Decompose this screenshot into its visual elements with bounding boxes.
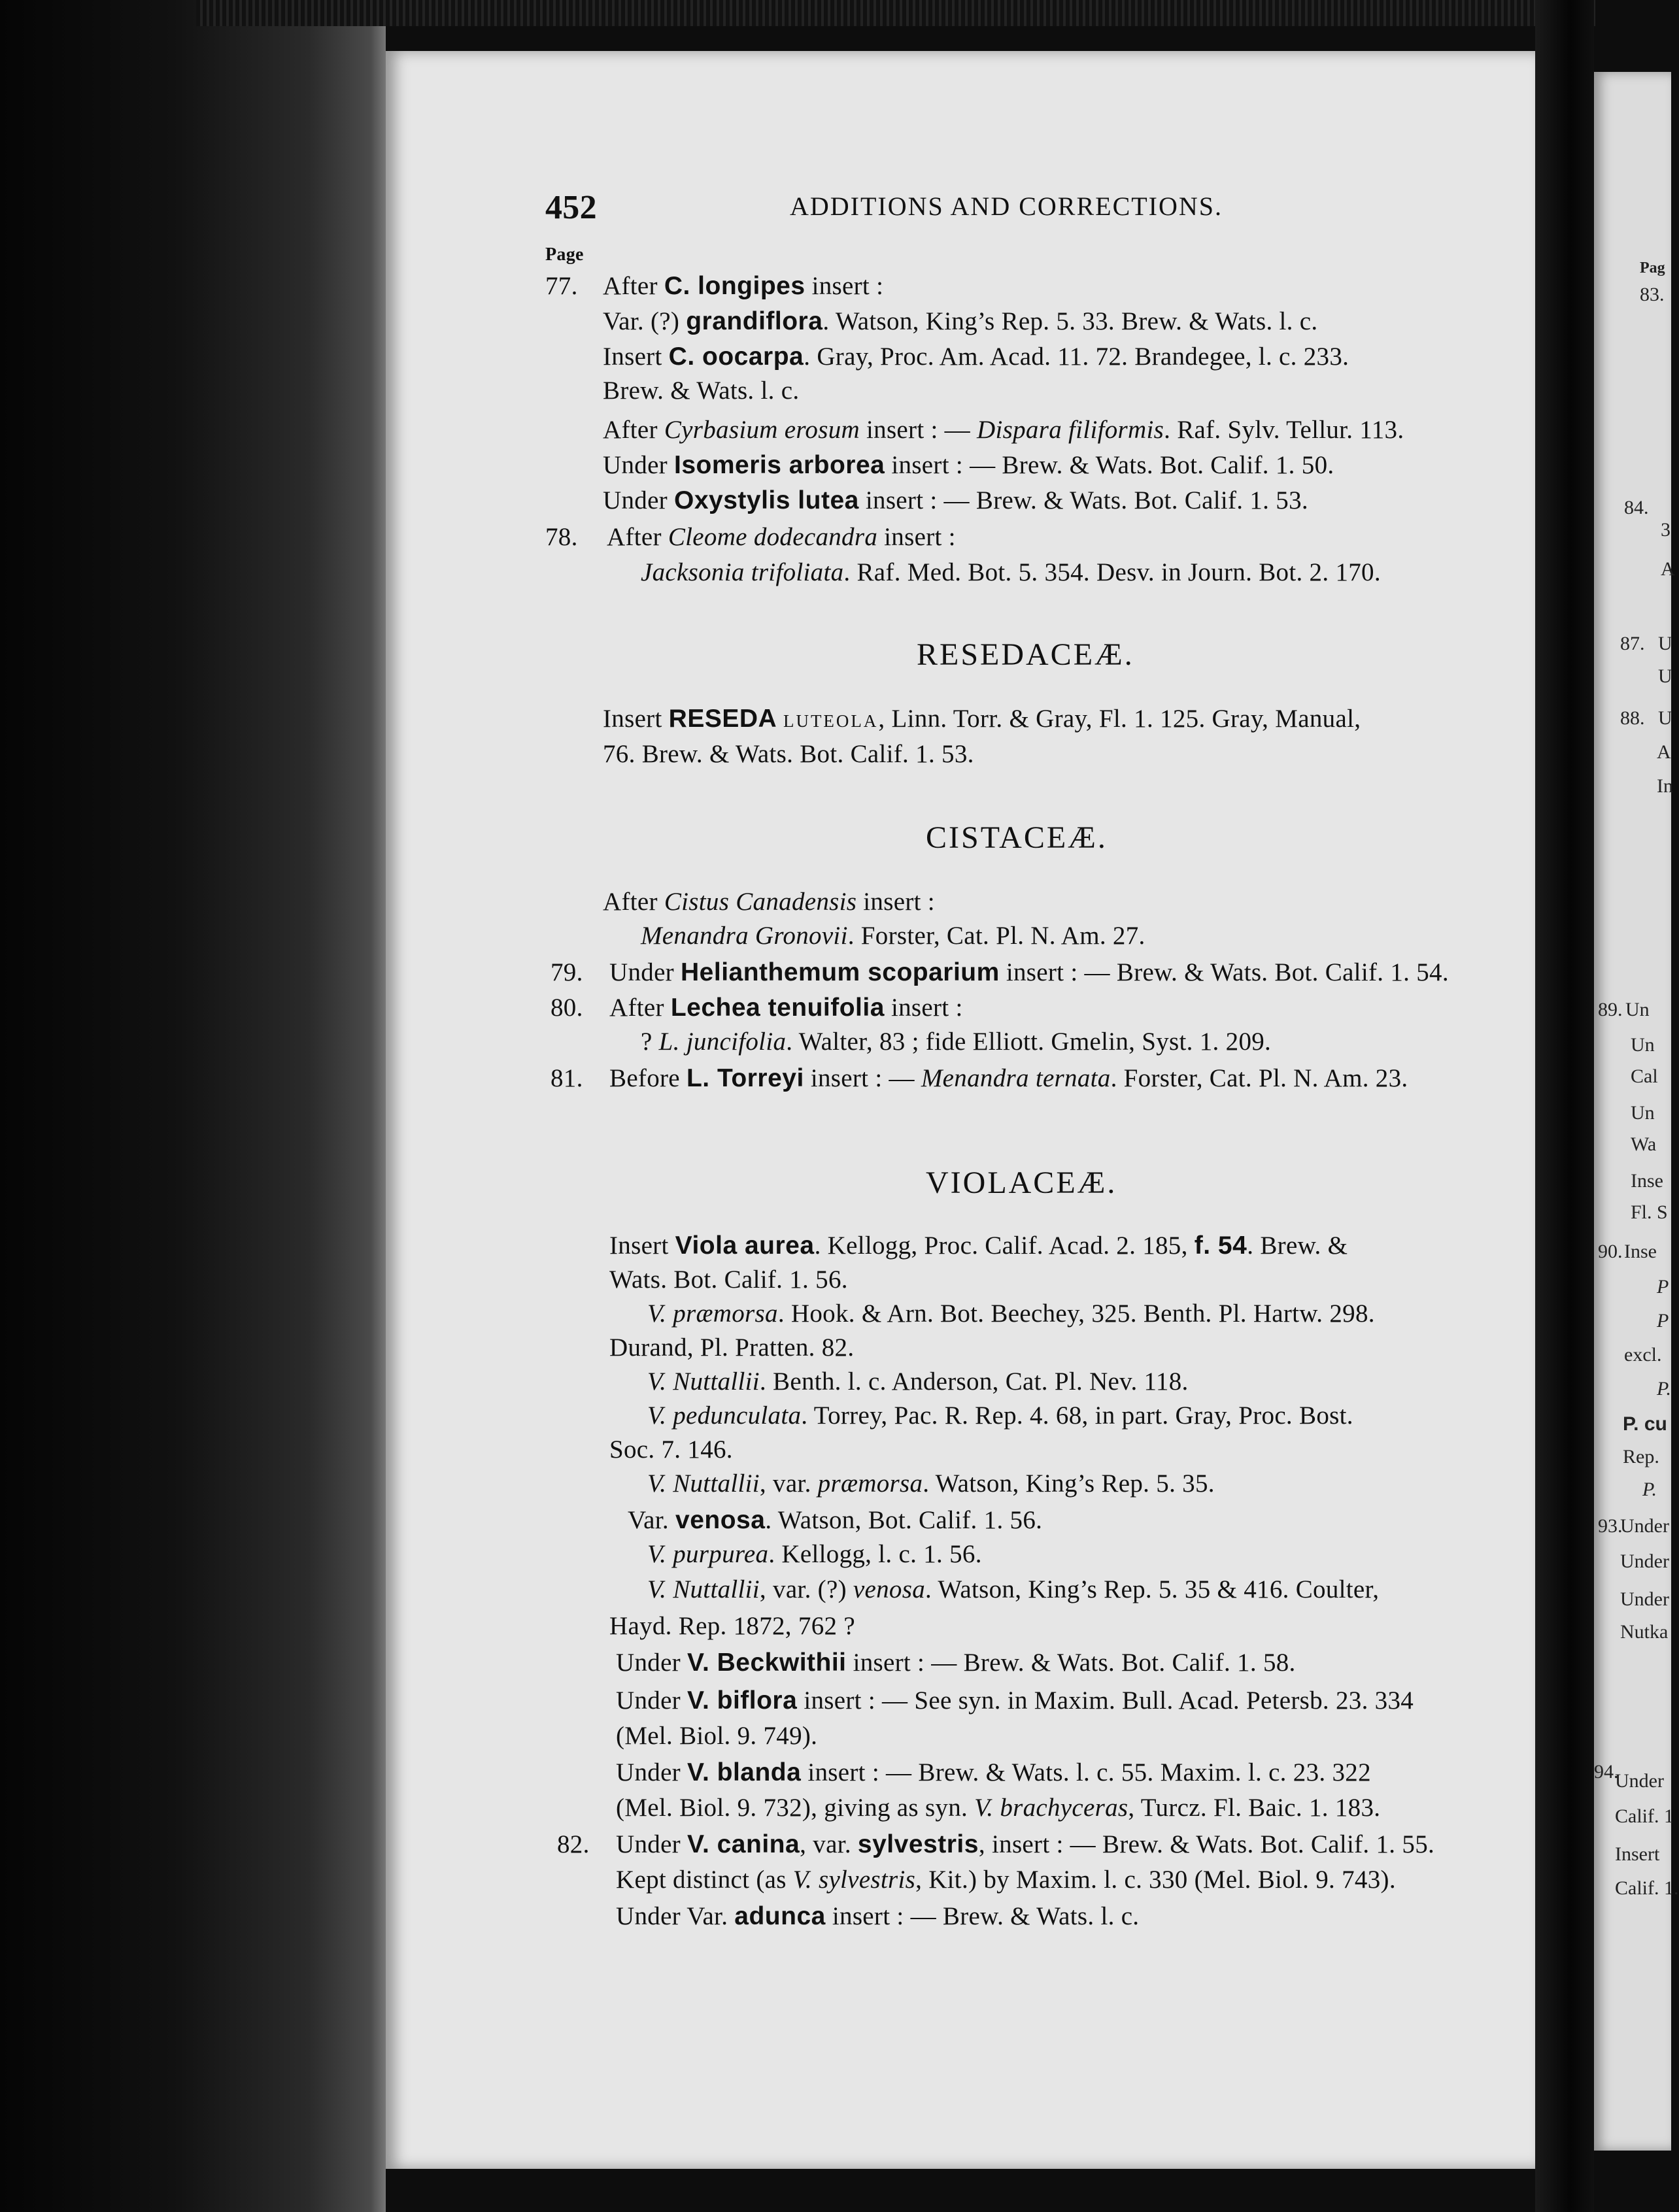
adjacent-text: Under: [1615, 1770, 1664, 1792]
entry-line: Brew. & Wats. l. c.: [603, 377, 800, 405]
adjacent-text: In: [1657, 775, 1673, 797]
entry-line: Insert RESEDA LUTEOLA, Linn. Torr. & Gray, Fl. 1. 125. Gray, Manual,: [603, 705, 1361, 733]
entry-line: Under Helianthemum scoparium insert : — Brew. & Wats. Bot. Calif. 1. 54.: [609, 958, 1449, 986]
adjacent-text: U: [1658, 633, 1672, 654]
page-ref-79: 79.: [551, 958, 583, 986]
entry-line: After Cistus Canadensis insert :: [603, 888, 935, 916]
page-ref-77: 77.: [545, 272, 578, 300]
page-ref-80: 80.: [551, 994, 583, 1022]
entry-line: Under V. Beckwithii insert : — Brew. & Wats. Bot. Calif. 1. 58.: [616, 1649, 1296, 1677]
adjacent-text: P: [1657, 1276, 1669, 1298]
entry-line: Var. venosa. Watson, Bot. Calif. 1. 56.: [628, 1506, 1043, 1534]
adjacent-text: U: [1658, 707, 1672, 729]
adjacent-text: 84.: [1624, 497, 1649, 518]
entry-line: After Lechea tenuifolia insert :: [609, 994, 963, 1022]
entry-line: Under V. biflora insert : — See syn. in Maxim. Bull. Acad. Petersb. 23. 334: [616, 1686, 1414, 1715]
family-heading-cistaceae: CISTACEÆ.: [926, 820, 1108, 855]
family-heading-violaceae: VIOLACEÆ.: [926, 1165, 1117, 1200]
entry-line: Hayd. Rep. 1872, 762 ?: [609, 1612, 855, 1640]
adjacent-text: P. cu: [1623, 1413, 1667, 1435]
entry-line: Menandra Gronovii. Forster, Cat. Pl. N. Am. 27.: [641, 922, 1145, 950]
adjacent-text: 94.: [1594, 1761, 1619, 1783]
adjacent-text: 89.: [1598, 999, 1623, 1020]
book-gutter: [0, 0, 386, 2212]
adjacent-text: P.: [1642, 1479, 1657, 1500]
page-ref-81: 81.: [551, 1064, 583, 1092]
adjacent-text: Rep.: [1623, 1446, 1659, 1467]
book-spine: [1535, 0, 1594, 2212]
top-edge-shadow: [196, 0, 1595, 26]
entry-line: Kept distinct (as V. sylvestris, Kit.) by Maxim. l. c. 330 (Mel. Biol. 9. 743).: [616, 1866, 1396, 1894]
family-heading-resedaceae: RESEDACEÆ.: [917, 637, 1134, 672]
adjacent-text: A: [1661, 558, 1675, 580]
adjacent-text: Calif. 1.: [1615, 1877, 1679, 1899]
entry-line: Insert Viola aurea. Kellogg, Proc. Calif. Acad. 2. 185, f. 54. Brew. &: [609, 1232, 1348, 1260]
page-column-label: Page: [545, 244, 584, 265]
document-page: [386, 51, 1535, 2169]
entry-line: Under Oxystylis lutea insert : — Brew. & Wats. Bot. Calif. 1. 53.: [603, 486, 1308, 514]
adjacent-text: Nutka: [1620, 1621, 1669, 1643]
entry-line: Under V. canina, var. sylvestris, insert : — Brew. & Wats. Bot. Calif. 1. 55.: [616, 1830, 1435, 1858]
adjacent-text: 87.: [1620, 633, 1645, 654]
adjacent-text: Under: [1620, 1550, 1669, 1572]
entry-line: 76. Brew. & Wats. Bot. Calif. 1. 53.: [603, 740, 974, 768]
entry-line: After C. longipes insert :: [603, 272, 884, 300]
entry-line: Insert C. oocarpa. Gray, Proc. Am. Acad. 11. 72. Brandegee, l. c. 233.: [603, 343, 1349, 371]
running-head: ADDITIONS AND CORRECTIONS.: [790, 192, 1223, 221]
adjacent-text: Inse: [1624, 1241, 1657, 1262]
entry-line: Durand, Pl. Pratten. 82.: [609, 1333, 855, 1362]
entry-line: (Mel. Biol. 9. 732), giving as syn. V. brachyceras, Turcz. Fl. Baic. 1. 183.: [616, 1794, 1381, 1822]
entry-line: Var. (?) grandiflora. Watson, King’s Rep. 5. 33. Brew. & Wats. l. c.: [603, 307, 1318, 335]
entry-line: Under V. blanda insert : — Brew. & Wats. l. c. 55. Maxim. l. c. 23. 322: [616, 1758, 1371, 1786]
page-ref-78: 78.: [545, 523, 578, 551]
adjacent-text: U: [1658, 665, 1672, 687]
entry-line: After Cleome dodecandra insert :: [607, 523, 956, 551]
entry-line: (Mel. Biol. 9. 749).: [616, 1722, 818, 1750]
adjacent-page-edge: [1594, 72, 1679, 2151]
entry-line: V. præmorsa. Hook. & Arn. Bot. Beechey, 325. Benth. Pl. Hartw. 298.: [647, 1299, 1375, 1328]
entry-line: Under Isomeris arborea insert : — Brew. & Wats. Bot. Calif. 1. 50.: [603, 451, 1334, 479]
entry-line: V. Nuttallii, var. præmorsa. Watson, King’s Rep. 5. 35.: [647, 1469, 1215, 1498]
entry-line: After Cyrbasium erosum insert : — Dispara filiformis. Raf. Sylv. Tellur. 113.: [603, 416, 1404, 444]
entry-line: Wats. Bot. Calif. 1. 56.: [609, 1265, 848, 1294]
adjacent-text: 90.: [1598, 1241, 1623, 1262]
adjacent-text: excl.: [1624, 1344, 1662, 1366]
adjacent-text: Insert: [1615, 1843, 1660, 1865]
adjacent-text: Under: [1620, 1588, 1669, 1610]
adjacent-text: Under: [1620, 1515, 1669, 1537]
adjacent-text: Un: [1625, 999, 1650, 1020]
adjacent-text: Un: [1631, 1034, 1655, 1056]
adjacent-text: Wa: [1631, 1133, 1657, 1155]
adjacent-text: P.: [1657, 1378, 1671, 1399]
entry-line: V. Nuttallii, var. (?) venosa. Watson, King’s Rep. 5. 35 & 416. Coulter,: [647, 1575, 1380, 1603]
adjacent-text: Calif. 1: [1615, 1805, 1674, 1827]
entry-line: Under Var. adunca insert : — Brew. & Wats. l. c.: [616, 1902, 1140, 1930]
adjacent-text: 3: [1661, 519, 1671, 541]
adjacent-text: 88.: [1620, 707, 1645, 729]
adjacent-text: Inse: [1631, 1170, 1663, 1192]
adjacent-text: Un: [1631, 1102, 1655, 1124]
entry-line: ? L. juncifolia. Walter, 83 ; fide Elliott. Gmelin, Syst. 1. 209.: [641, 1028, 1272, 1056]
page-number: 452: [545, 189, 597, 226]
adjacent-text: Cal: [1631, 1065, 1658, 1087]
adjacent-text: Pag: [1640, 260, 1665, 276]
entry-line: Before L. Torreyi insert : — Menandra ternata. Forster, Cat. Pl. N. Am. 23.: [609, 1064, 1408, 1092]
adjacent-text: Fl. S: [1631, 1201, 1668, 1223]
entry-line: Soc. 7. 146.: [609, 1435, 733, 1464]
page-ref-82: 82.: [557, 1830, 590, 1858]
entry-line: Jacksonia trifoliata. Raf. Med. Bot. 5. 354. Desv. in Journ. Bot. 2. 170.: [641, 558, 1381, 586]
adjacent-text: 93.: [1598, 1515, 1623, 1537]
adjacent-text: P: [1657, 1310, 1669, 1332]
entry-line: V. Nuttallii. Benth. l. c. Anderson, Cat. Pl. Nev. 118.: [647, 1367, 1189, 1396]
adjacent-text: 83.: [1640, 284, 1665, 305]
entry-line: V. purpurea. Kellogg, l. c. 1. 56.: [647, 1540, 982, 1568]
entry-line: V. pedunculata. Torrey, Pac. R. Rep. 4. 68, in part. Gray, Proc. Bost.: [647, 1401, 1353, 1430]
adjacent-text: A: [1657, 741, 1671, 763]
